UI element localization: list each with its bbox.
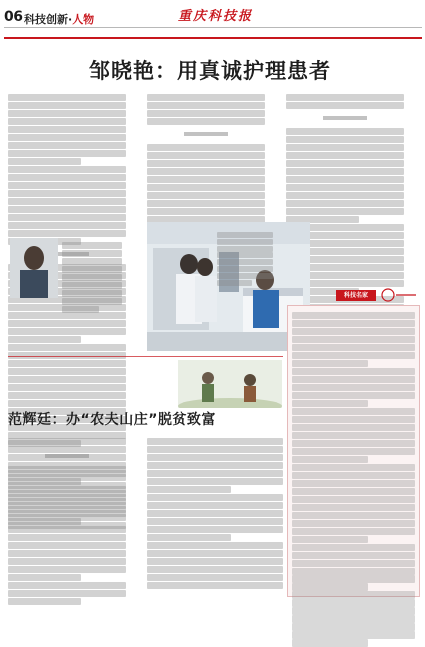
text-line xyxy=(8,102,126,109)
text-line xyxy=(62,282,122,289)
masthead-logo: 重庆科技报 xyxy=(178,9,254,24)
text-line xyxy=(292,424,415,431)
text-line xyxy=(292,336,415,343)
text-line xyxy=(292,504,415,511)
text-line xyxy=(8,206,126,213)
text-line xyxy=(292,384,415,391)
text-line xyxy=(8,550,126,557)
portrait-caption xyxy=(62,242,122,314)
text-line xyxy=(147,566,283,573)
text-line xyxy=(62,298,122,305)
text-line xyxy=(292,568,415,575)
text-line xyxy=(292,368,415,375)
text-line xyxy=(292,432,415,439)
text-line xyxy=(292,520,415,527)
text-line xyxy=(147,192,265,199)
section-title: 科技创新·人物 xyxy=(24,13,95,26)
text-line xyxy=(147,502,283,509)
text-line xyxy=(8,574,81,581)
text-line xyxy=(8,518,81,525)
text-line xyxy=(286,136,404,143)
text-line xyxy=(8,558,126,565)
text-line xyxy=(292,416,415,423)
page-header xyxy=(0,0,425,42)
text-line xyxy=(286,208,404,215)
text-line xyxy=(8,230,126,237)
text-line xyxy=(8,360,126,367)
text-line xyxy=(8,598,81,605)
text-line xyxy=(8,486,126,493)
text-line xyxy=(292,560,415,567)
text-line xyxy=(62,290,122,297)
text-line xyxy=(8,174,126,181)
text-line xyxy=(62,306,99,313)
text-line xyxy=(147,110,265,117)
text-line xyxy=(147,582,283,589)
text-line xyxy=(147,542,283,549)
sidebar-text xyxy=(292,312,415,647)
text-line xyxy=(292,631,415,638)
text-line xyxy=(292,480,415,487)
text-line xyxy=(8,126,126,133)
text-line xyxy=(292,536,368,543)
text-line xyxy=(147,534,231,541)
text-line xyxy=(8,590,126,597)
text-line xyxy=(8,328,126,335)
text-line xyxy=(147,550,283,557)
text-line xyxy=(292,376,415,383)
text-line xyxy=(292,360,368,367)
text-line xyxy=(292,591,415,598)
text-line xyxy=(217,239,273,245)
text-line xyxy=(8,534,126,541)
text-line xyxy=(8,190,126,197)
subheading xyxy=(147,130,265,139)
text-line xyxy=(8,344,126,351)
text-line xyxy=(8,494,126,501)
text-line xyxy=(286,192,404,199)
text-line xyxy=(292,440,415,447)
text-line xyxy=(8,118,126,125)
text-line xyxy=(8,214,126,221)
text-line xyxy=(147,94,265,101)
text-line xyxy=(147,454,283,461)
text-line xyxy=(8,478,81,485)
text-line xyxy=(8,400,126,407)
text-line xyxy=(292,496,415,503)
text-line xyxy=(147,200,265,207)
portrait-photo xyxy=(10,238,58,298)
text-line xyxy=(8,222,126,229)
text-line xyxy=(8,392,126,399)
text-line xyxy=(8,182,126,189)
text-line xyxy=(217,273,273,279)
text-line xyxy=(292,312,415,319)
text-line xyxy=(62,258,122,265)
text-line xyxy=(147,176,265,183)
text-line xyxy=(217,252,273,258)
text-line xyxy=(292,408,415,415)
text-line xyxy=(286,168,404,175)
text-line xyxy=(147,102,265,109)
text-line xyxy=(292,575,415,582)
text-line xyxy=(147,462,283,469)
text-line xyxy=(292,448,415,455)
text-line xyxy=(292,623,415,630)
text-line xyxy=(292,552,415,559)
farm-scene-photo xyxy=(178,360,282,408)
text-line xyxy=(8,142,126,149)
text-line xyxy=(8,150,126,157)
page-number: 06 xyxy=(4,9,23,25)
text-line xyxy=(286,176,404,183)
text-line xyxy=(147,160,265,167)
text-line xyxy=(62,242,122,249)
text-line xyxy=(8,470,126,477)
text-line xyxy=(8,158,81,165)
section-accent: 人物 xyxy=(72,13,95,26)
text-line xyxy=(292,472,415,479)
text-line xyxy=(292,583,368,590)
text-line xyxy=(147,526,283,533)
story2-column-2 xyxy=(147,438,283,590)
text-line xyxy=(286,102,404,109)
text-line xyxy=(286,144,404,151)
text-line xyxy=(292,456,368,463)
text-line xyxy=(292,344,415,351)
text-line xyxy=(217,280,252,286)
text-line xyxy=(8,94,126,101)
text-line xyxy=(147,558,283,565)
story2-headline: 范辉廷：办“农夫山庄”脱贫致富 xyxy=(8,412,216,428)
text-line xyxy=(8,502,126,509)
text-line xyxy=(62,250,122,257)
text-line xyxy=(8,166,126,173)
text-line xyxy=(286,184,404,191)
text-line xyxy=(292,328,415,335)
text-line xyxy=(147,118,265,125)
text-line xyxy=(8,198,126,205)
text-line xyxy=(8,566,126,573)
story-divider xyxy=(8,356,283,357)
text-line xyxy=(292,528,415,535)
text-line xyxy=(292,352,415,359)
text-line xyxy=(8,462,126,469)
main-headline: 邹晓艳：用真诚护理患者 xyxy=(89,59,331,83)
text-line xyxy=(8,134,126,141)
text-line xyxy=(8,526,126,533)
text-line xyxy=(217,246,273,252)
text-line xyxy=(8,320,126,327)
text-line xyxy=(8,510,126,517)
sidebar-tag: 科技名家 xyxy=(336,290,376,301)
text-line xyxy=(147,478,283,485)
text-line xyxy=(8,336,81,343)
subheading xyxy=(286,114,404,123)
text-line xyxy=(62,266,122,273)
photo-caption xyxy=(217,232,273,286)
issue-meta xyxy=(336,4,422,25)
text-line xyxy=(147,446,283,453)
text-line xyxy=(147,518,283,525)
text-line xyxy=(217,266,273,272)
text-line xyxy=(8,368,126,375)
header-red-rule xyxy=(4,37,422,39)
text-line xyxy=(286,94,404,101)
text-line xyxy=(292,599,415,606)
text-line xyxy=(217,259,273,265)
text-line xyxy=(147,168,265,175)
text-line xyxy=(8,110,126,117)
text-line xyxy=(292,512,415,519)
story2-column-1 xyxy=(8,438,126,606)
header-rule xyxy=(4,27,422,28)
text-line xyxy=(286,152,404,159)
text-line xyxy=(147,438,283,445)
text-line xyxy=(62,274,122,281)
text-line xyxy=(292,615,415,622)
text-line xyxy=(8,438,126,445)
text-line xyxy=(147,494,283,501)
text-line xyxy=(286,128,404,135)
text-line xyxy=(147,152,265,159)
text-line xyxy=(292,400,368,407)
text-line xyxy=(8,454,126,461)
text-line xyxy=(147,208,265,215)
text-line xyxy=(8,384,126,391)
text-line xyxy=(147,574,283,581)
text-line xyxy=(147,510,283,517)
text-line xyxy=(8,542,126,549)
text-line xyxy=(147,470,283,477)
text-line xyxy=(292,392,415,399)
text-line xyxy=(147,184,265,191)
text-line xyxy=(8,376,126,383)
text-line xyxy=(286,160,404,167)
text-line xyxy=(8,582,126,589)
sidebar-ornament xyxy=(380,286,418,304)
text-line xyxy=(147,486,231,493)
text-line xyxy=(147,144,265,151)
text-line xyxy=(292,607,415,614)
text-line xyxy=(292,320,415,327)
text-line xyxy=(286,200,404,207)
text-line xyxy=(217,232,273,238)
text-line xyxy=(292,464,415,471)
text-line xyxy=(292,639,368,646)
text-line xyxy=(292,544,415,551)
text-line xyxy=(292,488,415,495)
text-line xyxy=(8,446,126,453)
